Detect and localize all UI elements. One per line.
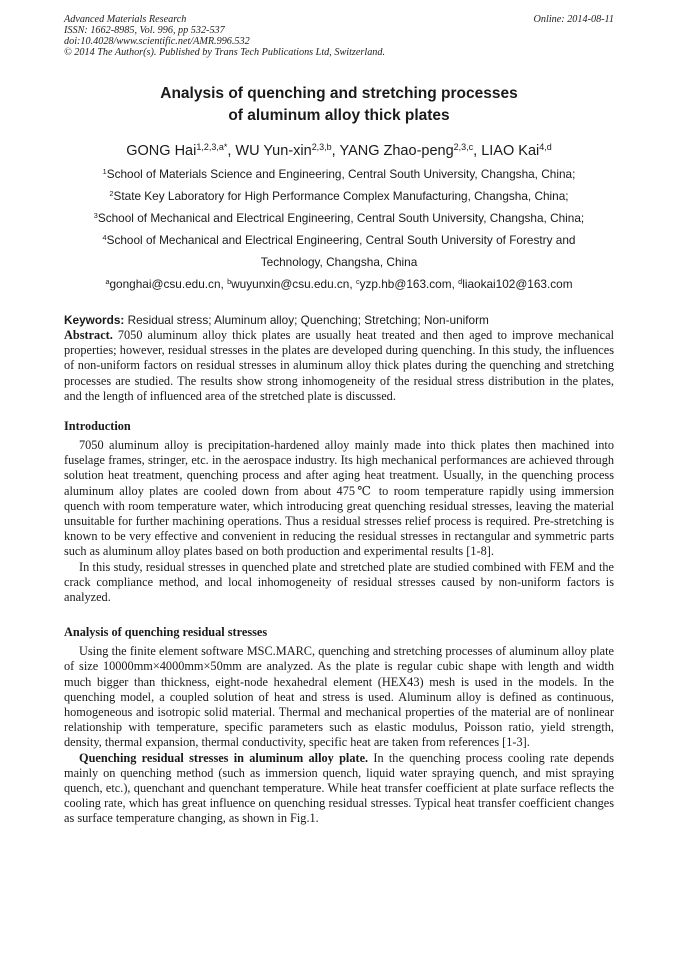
author: LIAO Kai$^{4,d}$ <box>481 142 552 159</box>
title-line-1: Analysis of quenching and stretching processes <box>160 85 518 102</box>
paragraph: In this study, residual stresses in quenched plate and stretched plate are studied combined with FEM and the crack compliance method, and local inhomogeneity of residual stresses caused by non-uniform factors is analyzed. <box>64 559 614 605</box>
author: GONG Hai$^{1,2,3,a*}$, <box>126 142 236 159</box>
journal-header <box>64 14 614 58</box>
email[interactable]: $^c$yzp.hb@163.com <box>355 276 452 291</box>
email-list: $^a$gonghai@csu.edu.cn, $^b$wuyunxin@csu.edu.cn, $^c$yzp.hb@163.com, $^d$liaokai102@163.com <box>105 276 573 291</box>
section-heading-analysis: Analysis of quenching residual stresses <box>64 625 268 640</box>
abstract-label: Abstract. <box>64 328 113 342</box>
keywords-label: Keywords: <box>64 313 125 327</box>
author-list <box>64 141 614 161</box>
affiliation: $^4$School of Mechanical and Electrical Engineering, Central South University of Forestry and Technology, Changsha, China <box>102 232 576 269</box>
abstract <box>64 328 614 404</box>
subsection-lead: Quenching residual stresses in aluminum alloy plate. <box>79 750 369 765</box>
email[interactable]: $^a$gonghai@csu.edu.cn <box>105 276 221 291</box>
email[interactable]: $^b$wuyunxin@csu.edu.cn <box>227 276 350 291</box>
journal-name: Advanced Materials Research <box>64 14 187 25</box>
affiliation: $^1$School of Materials Science and Engineering, Central South University, Changsha, China; <box>102 166 576 181</box>
abstract-text: 7050 aluminum alloy thick plates are usually heat treated and then aged to improve mechanical properties; however, residual stresses in the plates are developed during quenching. In this study, the influences of non-uniform factors on residual stresses in aluminum alloy thick plates during the quenching and stretching processes are studied. The results show strong inhomogeneity of the residual stress distribution in the plates, and the length of influenced area of the stretched plate is discussed. <box>64 328 614 403</box>
paragraph: Quenching residual stresses in aluminum alloy plate. In the quenching process cooling rate depends mainly on quenching method (such as immersion quench, liquid water spraying quench, and mist spraying quench, etc.), quenchant and quenchant temperature. While heat transfer coefficient at plate surface reflects the cooling rate, which has great influence on quenching residual stresses. Typical heat transfer coefficient changes as surface temperature changing, as shown in Fig.1. <box>64 750 614 826</box>
section-heading-introduction: Introduction <box>64 419 131 434</box>
author: YANG Zhao-peng$^{2,3,c}$, <box>339 142 482 159</box>
keywords-text: Residual stress; Aluminum alloy; Quenching; Stretching; Non-uniform <box>124 313 489 327</box>
paper-title <box>64 83 614 127</box>
issn-line: ISSN: 1662-8985, Vol. 996, pp 532-537 <box>64 25 225 36</box>
paragraph: 7050 aluminum alloy is precipitation-hardened alloy mainly made into thick plates then machined into fuselage frames, stringer, etc. in the aerospace industry. Its high mechanical performances are achieved through solution heat treatment, quenching process and after aging heat treatment. Usually, in the quenching process aluminum alloy plates are cooled down from about 475℃ to room temperature rapidly using immersion quench with room temperature water, which introducing great quenching residual stresses, leaving the material unsuitable for further machining operations. Thus a residual stresses relief process is required. Pre-stretching is known to be very effective and convenient in reducing the residual stresses in rectangular and symmetric parts such as aluminum alloy plates based on both production and experimental results [1-8]. <box>64 438 614 559</box>
paragraph: Using the finite element software MSC.MARC, quenching and stretching processes of aluminum alloy plate of size 10000mm×4000mm×50mm are analyzed. As the plate is regular cubic shape with length and width much bigger than thickness, eight-node hexahedral element (HEX43) mesh is used in the models. In the quenching model, a coupled solution of heat and stress is used. Aluminum alloy is defined as continuous, homogeneous and isotropic solid material. Thermal and mechanical properties of the material are of nonlinear relationship with temperature, specific parameters such as elastic modulus, Poisson ratio, yield strength, density, thermal expansion, thermal conductivity, specific heat are taken from references [1-3]. <box>64 644 614 750</box>
affiliation: $^3$School of Mechanical and Electrical Engineering, Central South University, Changsha, China; <box>93 210 585 225</box>
title-line-2: of aluminum alloy thick plates <box>228 107 450 124</box>
affiliation: $^2$State Key Laboratory for High Performance Complex Manufacturing, Changsha, China; <box>109 188 569 203</box>
keywords <box>64 312 614 328</box>
email[interactable]: $^d$liaokai102@163.com <box>458 276 573 291</box>
online-date: Online: 2014-08-11 <box>533 14 614 25</box>
affiliation-list <box>64 163 614 273</box>
author: WU Yun-xin$^{2,3,b}$, <box>235 142 340 159</box>
copyright-line: © 2014 The Author(s). Published by Trans Tech Publications Ltd, Switzerland. <box>64 47 386 58</box>
doi-line[interactable]: doi:10.4028/www.scientific.net/AMR.996.532 <box>64 36 250 47</box>
